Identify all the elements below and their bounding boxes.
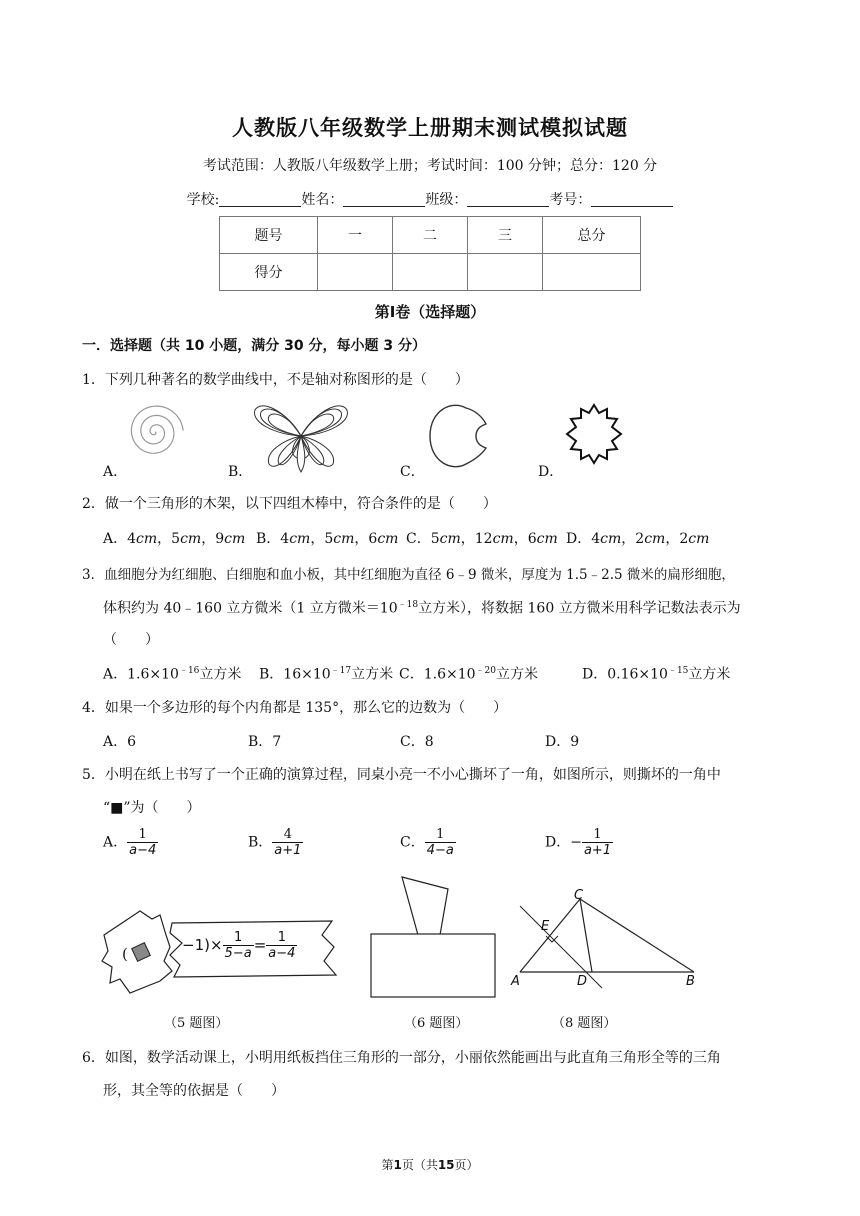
question-1-stem: 1．下列几种著名的数学曲线中，不是轴对称图形的是（ ）	[82, 372, 469, 388]
q2-option-d[interactable]: D．4cm，2cm，2cm	[566, 531, 710, 547]
q2-option-c[interactable]: C．5cm，12cm，6cm	[406, 531, 558, 547]
score-table-header-row	[220, 217, 641, 254]
score-cell[interactable]	[318, 254, 393, 291]
question-5-line-2: “■”为（ ）	[103, 800, 201, 816]
figure-8-label-d: D	[577, 974, 588, 989]
figure-8-label-c: C	[574, 888, 584, 903]
figure-5-paren: (	[122, 945, 128, 963]
score-table-header: 总分	[543, 217, 641, 254]
score-row-label: 得分	[220, 254, 318, 291]
koch-snowflake-figure	[563, 403, 625, 473]
q3-option-c[interactable]: C．$1.6\times 10^{﹣20}$立方米	[399, 666, 538, 683]
q1-option-a-label: A．	[103, 464, 128, 480]
score-table-header: 一	[318, 217, 393, 254]
total-page-number: 15	[437, 1158, 455, 1172]
score-table-header: 二	[393, 217, 468, 254]
field-name-label: 姓名：	[301, 192, 344, 208]
question-3-line-2: 体积约为 40﹣160 立方微米（1 立方微米$=10^{﹣18}$立方米），将数据 160 立方微米用科学记数法表示为	[103, 600, 741, 617]
figure-8-caption: （8 题图）	[552, 1016, 617, 1031]
question-3-line-1: 3．血细胞分为红细胞、白细胞和血小板，其中红细胞为直径 6﹣9 微米，厚度为 1.5﹣2.5 微米的扁形细胞，	[82, 567, 735, 583]
q3-option-a[interactable]: A．$1.6\times 10^{﹣16}$立方米	[103, 666, 242, 683]
figure-8-label-e: E	[541, 919, 550, 934]
q5-option-a[interactable]: A． $\frac{1}{a-4}$	[103, 827, 157, 858]
question-3-line-3: （ ）	[103, 632, 159, 648]
current-page-number: 1	[393, 1158, 402, 1172]
butterfly-curve-figure	[253, 398, 349, 474]
q4-option-d[interactable]: D．9	[545, 734, 580, 750]
spiral-curve-figure	[125, 400, 191, 470]
field-school-label: 学校:	[186, 192, 220, 208]
score-table-score-row	[220, 254, 641, 291]
figure-8-label-a: A	[511, 974, 520, 989]
section-heading: 一．选择题（共 10 小题，满分 30 分，每小题 3 分）	[82, 338, 426, 354]
figure-8-triangle	[512, 888, 702, 988]
q2-option-a[interactable]: A．4cm，5cm，9cm	[103, 531, 246, 547]
page-footer: 第1页（共15页）	[381, 1158, 479, 1172]
cardioid-curve-figure	[426, 402, 492, 472]
score-cell[interactable]	[393, 254, 468, 291]
field-name-blank[interactable]	[343, 192, 425, 207]
field-class-blank[interactable]	[467, 192, 549, 207]
q4-option-b[interactable]: B．7	[248, 734, 282, 750]
q1-option-c-label: C．	[400, 464, 425, 480]
q5-option-b[interactable]: B． $\frac{4}{a+1}$	[248, 827, 302, 858]
q4-option-a[interactable]: A．6	[103, 734, 137, 750]
figure-5-expression: −1)× $\frac{1}{5-a}$ = $\frac{1}{a-4}$	[182, 930, 296, 961]
q1-option-d-label: D．	[538, 464, 564, 480]
score-cell[interactable]	[468, 254, 543, 291]
question-5-line-1: 5．小明在纸上书写了一个正确的演算过程，同桌小亮一不小心撕坏了一角，如图所示，则撕坏的一角中	[82, 767, 721, 783]
score-table-header: 题号	[220, 217, 318, 254]
q5-option-c[interactable]: C． $\frac{1}{4-a}$	[400, 827, 454, 858]
field-id-label: 考号：	[549, 192, 592, 208]
field-school-blank[interactable]	[219, 192, 301, 207]
field-id-blank[interactable]	[591, 192, 673, 207]
question-4-stem: 4．如果一个多边形的每个内角都是 135°，那么它的边数为（ ）	[82, 700, 508, 716]
q2-option-b[interactable]: B．4cm，5cm，6cm	[256, 531, 399, 547]
score-table-header: 三	[468, 217, 543, 254]
figure-8-label-b: B	[686, 974, 695, 989]
score-cell[interactable]	[543, 254, 641, 291]
score-table	[219, 216, 641, 291]
field-class-label: 班级：	[425, 192, 468, 208]
q4-option-c[interactable]: C．8	[400, 734, 434, 750]
question-6-line-2: 形，其全等的依据是（ ）	[103, 1083, 285, 1099]
figure-5-caption: （5 题图）	[164, 1016, 229, 1031]
question-6-line-1: 6．如图，数学活动课上，小明用纸板挡住三角形的一部分，小丽依然能画出与此直角三角形全等的三角	[82, 1050, 721, 1066]
q3-option-b[interactable]: B．$16\times 10^{﹣17}$立方米	[259, 666, 394, 683]
exam-subtitle: 考试范围：人教版八年级数学上册；考试时间：100 分钟；总分：120 分	[202, 158, 658, 174]
q3-option-d[interactable]: D．$0.16\times 10^{﹣15}$立方米	[582, 666, 731, 683]
question-2-stem: 2．做一个三角形的木架，以下四组木棒中，符合条件的是（ ）	[82, 496, 497, 512]
figure-6-covered-triangle	[368, 875, 498, 1000]
q5-option-d[interactable]: D．− $\frac{1}{a+1}$	[545, 827, 612, 858]
q1-option-b-label: B．	[228, 464, 253, 480]
volume-title: 第Ⅰ卷（选择题）	[374, 303, 486, 321]
student-info-line	[0, 189, 860, 209]
page-title: 人教版八年级数学上册期末测试模拟试题	[232, 116, 628, 140]
figure-6-caption: （6 题图）	[404, 1016, 469, 1031]
